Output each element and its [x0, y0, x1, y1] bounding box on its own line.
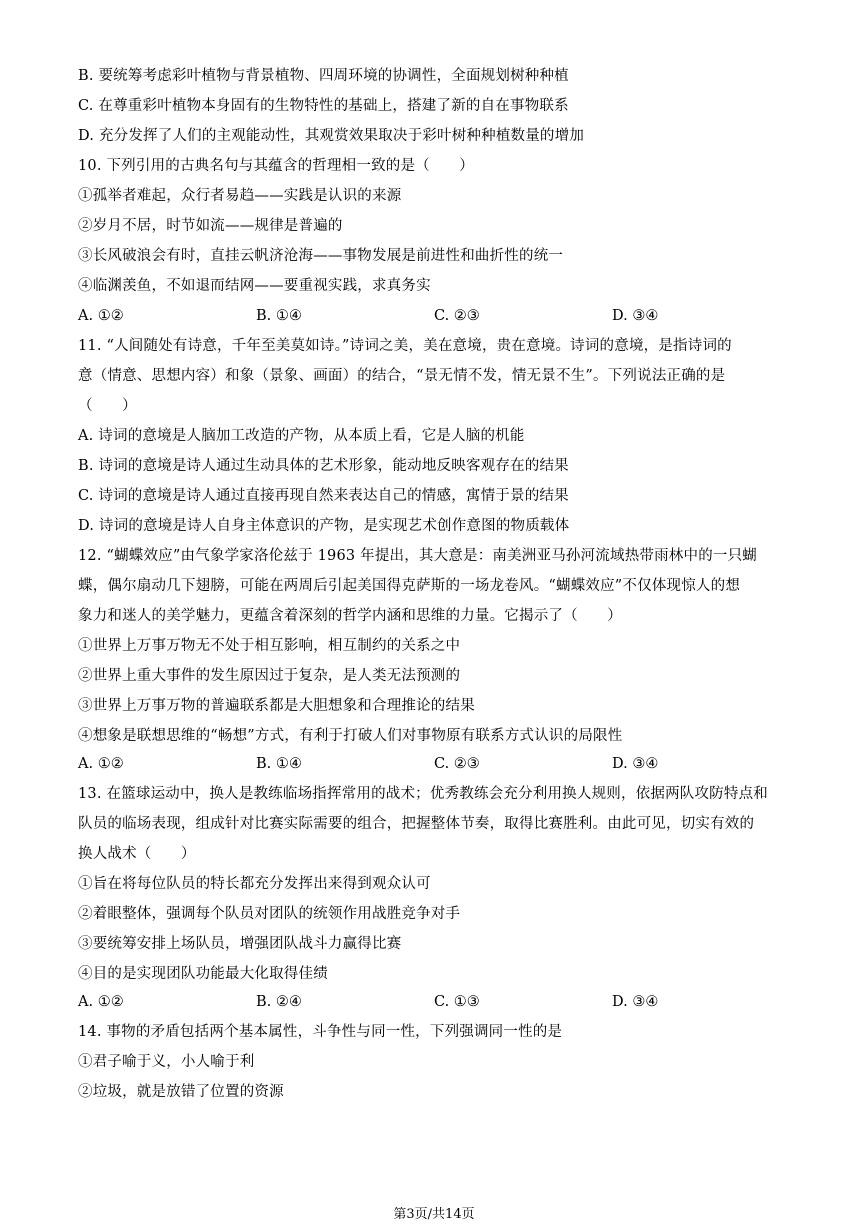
question-13-choices: [78, 992, 778, 1012]
question-13-item-4: ④目的是实现团队功能最大化取得佳绩: [78, 966, 328, 982]
question-10-item-4: ④临渊羡鱼，不如退而结网——要重视实践，求真务实: [78, 278, 431, 294]
question-12-item-2: ②世界上重大事件的发生原因过于复杂，是人类无法预测的: [78, 668, 461, 684]
question-10-item-2: ②岁月不居，时节如流——规律是普遍的: [78, 218, 343, 234]
page-number: 第3页/共14页: [393, 1207, 475, 1222]
question-10-item-3: ③长风破浪会有时，直挂云帆济沧海——事物发展是前进性和曲折性的统一: [78, 248, 564, 264]
question-13-item-3: ③要统筹安排上场队员，增强团队战斗力赢得比赛: [78, 936, 402, 952]
choice-b[interactable]: B. ②④: [256, 994, 302, 1010]
choice-a[interactable]: A. ①②: [78, 756, 124, 772]
choice-c[interactable]: C. ②③: [434, 308, 480, 324]
question-13-item-1: ①旨在将每位队员的特长都充分发挥出来得到观众认可: [78, 876, 431, 892]
choice-d[interactable]: D. ③④: [612, 756, 659, 772]
question-13-item-2: ②着眼整体，强调每个队员对团队的统领作用战胜竞争对手: [78, 906, 461, 922]
question-12-stem-line-1: 12. “蝴蝶效应”由气象学家洛伦兹于 1963 年提出，其大意是：南美洲亚马孙河流域热带雨林中的一只蝴: [78, 548, 758, 564]
choice-a[interactable]: A. ①②: [78, 308, 124, 324]
question-14-item-1: ①君子喻于义，小人喻于利: [78, 1054, 255, 1070]
question-12-item-3: ③世界上万事万物的普遍联系都是大胆想象和合理推论的结果: [78, 698, 475, 714]
choice-b[interactable]: B. ①④: [256, 756, 302, 772]
choice-d[interactable]: D. ③④: [612, 308, 659, 324]
option-line-c: C. 在尊重彩叶植物本身固有的生物特性的基础上，搭建了新的自在事物联系: [78, 98, 569, 114]
question-13-stem-line-2: 队员的临场表现，组成针对比赛实际需要的组合，把握整体节奏，取得比赛胜利。由此可见，切实有效的: [78, 816, 755, 832]
question-13-stem-line-1: 13. 在篮球运动中，换人是教练临场指挥常用的战术；优秀教练会充分利用换人规则，依据两队攻防特点和: [78, 786, 768, 802]
choice-c[interactable]: C. ①③: [434, 994, 480, 1010]
question-11-stem-line-2: 意（情意、思想内容）和象（景象、画面）的结合，“景无情不发，情无景不生”。下列说法正确的是: [78, 368, 726, 384]
question-11-stem-line-1: 11. “人间随处有诗意，千年至美莫如诗。”诗词之美，美在意境，贵在意境。诗词的意境，是指诗词的: [78, 338, 732, 354]
question-12-item-1: ①世界上万事万物无不处于相互影响，相互制约的关系之中: [78, 638, 461, 654]
option-line-b: B. 要统筹考虑彩叶植物与背景植物、四周环境的协调性，全面规划树种种植: [78, 68, 569, 84]
choice-b[interactable]: B. ①④: [256, 308, 302, 324]
question-14-stem: 14. 事物的矛盾包括两个基本属性，斗争性与同一性，下列强调同一性的是: [78, 1024, 563, 1040]
question-10-choices: [78, 306, 778, 326]
question-12-choices: [78, 754, 778, 774]
choice-a[interactable]: A. ①②: [78, 994, 124, 1010]
question-14-item-2: ②垃圾，就是放错了位置的资源: [78, 1084, 284, 1100]
question-12-stem-line-3: 象力和迷人的美学魅力，更蕴含着深刻的哲学内涵和思维的力量。它揭示了（ ）: [78, 608, 622, 624]
question-12-stem-line-2: 蝶，偶尔扇动几下翅膀，可能在两周后引起美国得克萨斯的一场龙卷风。“蝴蝶效应”不仅体现惊人的想: [78, 578, 741, 594]
question-10-item-1: ①孤举者难起，众行者易趋——实践是认识的来源: [78, 188, 402, 204]
question-11-option-a[interactable]: A. 诗词的意境是人脑加工改造的产物，从本质上看，它是人脑的机能: [78, 428, 525, 444]
question-11-option-b[interactable]: B. 诗词的意境是诗人通过生动具体的艺术形象，能动地反映客观存在的结果: [78, 458, 569, 474]
choice-d[interactable]: D. ③④: [612, 994, 659, 1010]
question-13-stem-line-3: 换人战术（ ）: [78, 846, 196, 862]
question-10-stem: 10. 下列引用的古典名句与其蕴含的哲理相一致的是（ ）: [78, 158, 474, 174]
question-11-option-c[interactable]: C. 诗词的意境是诗人通过直接再现自然来表达自己的情感，寓情于景的结果: [78, 488, 569, 504]
question-11-option-d[interactable]: D. 诗词的意境是诗人自身主体意识的产物，是实现艺术创作意图的物质载体: [78, 518, 570, 534]
option-line-d: D. 充分发挥了人们的主观能动性，其观赏效果取决于彩叶树种种植数量的增加: [78, 128, 585, 144]
question-12-item-4: ④想象是联想思维的“畅想”方式，有利于打破人们对事物原有联系方式认识的局限性: [78, 728, 623, 744]
question-11-stem-line-3: （ ）: [78, 398, 137, 414]
choice-c[interactable]: C. ②③: [434, 756, 480, 772]
